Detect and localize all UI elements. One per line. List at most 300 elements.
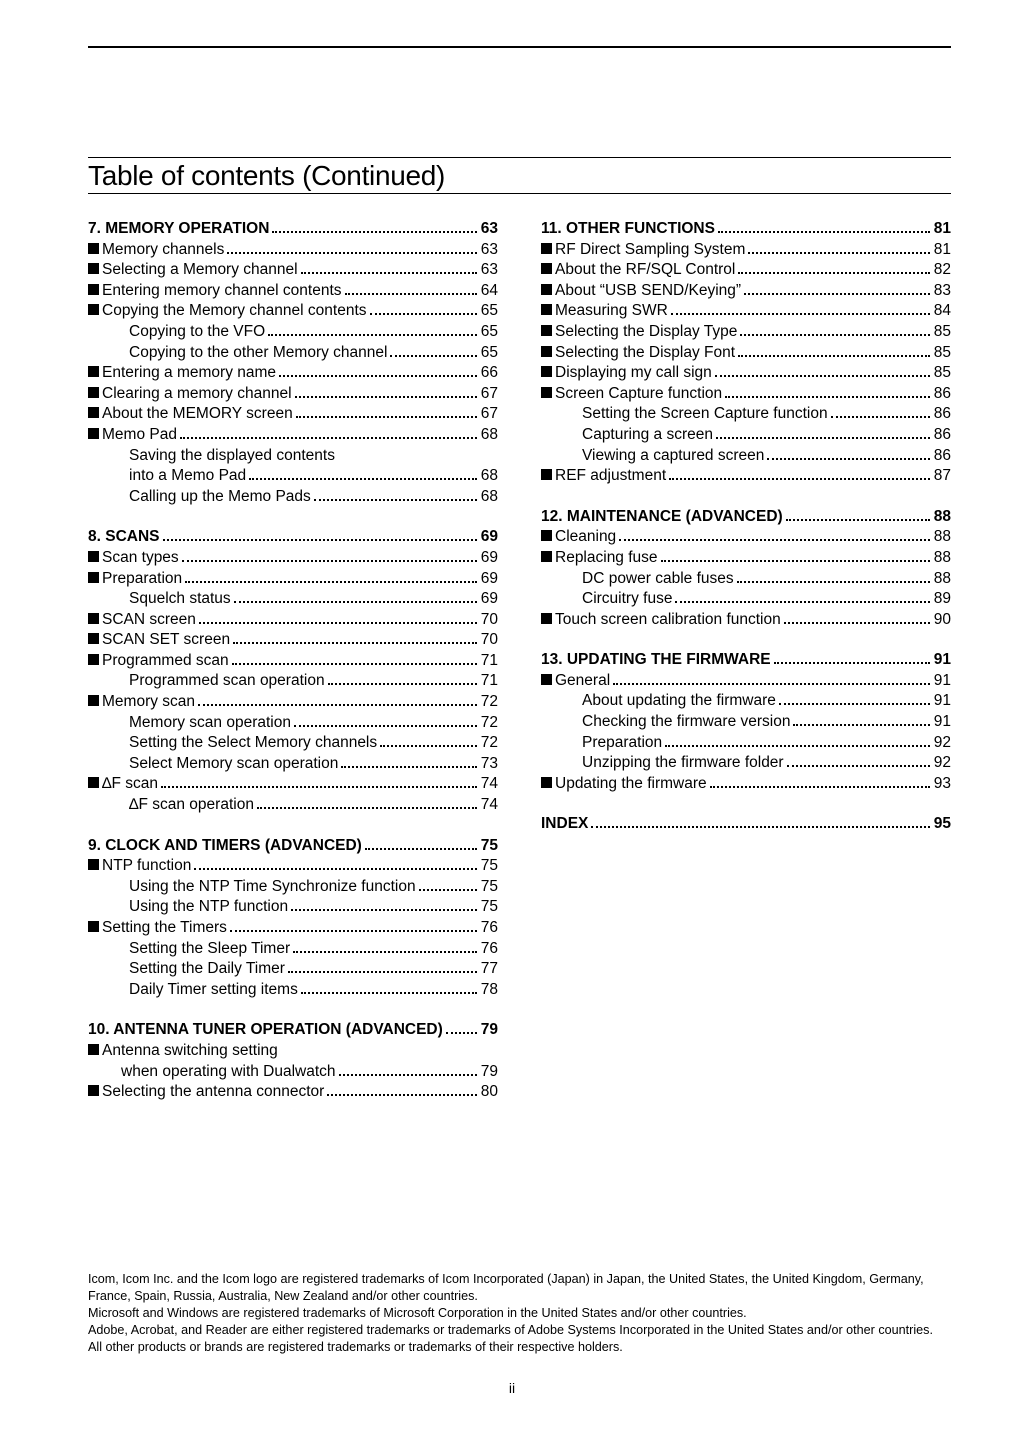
- toc-entry-label: [88, 630, 230, 651]
- section-gap: [88, 816, 498, 836]
- toc-entry-text: NTP function: [102, 857, 192, 875]
- dot-leader: [268, 334, 477, 336]
- toc-page-number: 67: [480, 384, 498, 402]
- dot-leader: [272, 231, 477, 233]
- toc-entry-label: [541, 527, 616, 548]
- toc-entry-label: [88, 281, 342, 302]
- toc-entry[interactable]: [88, 795, 498, 816]
- title-block: [88, 157, 951, 194]
- dot-leader: [671, 313, 930, 315]
- toc-entry-label: [541, 569, 734, 590]
- toc-entry[interactable]: [88, 301, 498, 322]
- toc-page-number: 69: [480, 548, 498, 566]
- toc-section-heading[interactable]: [88, 1020, 498, 1041]
- toc-entry[interactable]: [541, 569, 951, 590]
- toc-entry-label: [88, 446, 335, 467]
- trademark-line: All other products or brands are registered trademarks or trademarks of their respective holders.: [88, 1340, 623, 1354]
- toc-page-number: 83: [933, 281, 951, 299]
- toc-entry[interactable]: [541, 363, 951, 384]
- dot-leader: [232, 663, 477, 665]
- toc-page-number: 90: [933, 610, 951, 628]
- dot-leader: [230, 930, 477, 932]
- toc-entry[interactable]: [541, 589, 951, 610]
- toc-entry[interactable]: [88, 322, 498, 343]
- toc-entry-text: Programmed scan: [102, 651, 229, 669]
- square-bullet-icon: [541, 304, 552, 315]
- toc-entry-text: Saving the displayed contents: [129, 446, 335, 464]
- toc-page-number: 74: [480, 775, 498, 793]
- dot-leader: [786, 519, 930, 521]
- toc-left-column: [88, 219, 498, 1103]
- dot-leader: [185, 581, 477, 583]
- toc-entry-label: [88, 754, 338, 775]
- toc-entry-text: General: [555, 671, 611, 689]
- toc-page-number: 76: [480, 939, 498, 957]
- toc-entry-label: [88, 301, 367, 322]
- toc-entry-text: Preparation: [102, 569, 183, 587]
- page-number: ii: [508, 1380, 516, 1396]
- toc-entry-label: [88, 384, 292, 405]
- toc-page-number: 72: [480, 693, 498, 711]
- toc-entry[interactable]: [88, 446, 498, 467]
- toc-entry[interactable]: [88, 281, 498, 302]
- toc-entry[interactable]: [541, 240, 951, 261]
- dot-leader: [314, 499, 477, 501]
- dot-leader: [661, 560, 930, 562]
- toc-entry[interactable]: [541, 671, 951, 692]
- dot-leader: [194, 868, 477, 870]
- toc-entry-text: Programmed scan operation: [129, 672, 325, 690]
- toc-entry[interactable]: [541, 774, 951, 795]
- toc-page-number: 68: [480, 487, 498, 505]
- toc-entry-text: Copying to the other Memory channel: [129, 343, 388, 361]
- toc-entry[interactable]: [88, 548, 498, 569]
- toc-entry[interactable]: [541, 712, 951, 733]
- dot-leader: [715, 375, 930, 377]
- toc-entry[interactable]: [88, 630, 498, 651]
- dot-leader: [793, 724, 930, 726]
- toc-entry[interactable]: [541, 343, 951, 364]
- dot-leader: [613, 683, 930, 685]
- square-bullet-icon: [541, 284, 552, 295]
- dot-leader: [279, 375, 477, 377]
- toc-page-number: 70: [480, 610, 498, 628]
- dot-leader: [182, 560, 477, 562]
- toc-entry-label: [541, 301, 668, 322]
- toc-entry-text: Selecting the Display Type: [555, 322, 738, 340]
- dot-leader: [370, 313, 477, 315]
- toc-page-number: 74: [480, 796, 498, 814]
- dot-leader: [740, 334, 930, 336]
- dot-leader: [738, 272, 930, 274]
- square-bullet-icon: [88, 695, 99, 706]
- toc-entry[interactable]: [88, 671, 498, 692]
- toc-page-number: 85: [933, 364, 951, 382]
- toc-entry[interactable]: [541, 404, 951, 425]
- dot-leader: [669, 478, 930, 480]
- toc-entry-label: [88, 733, 377, 754]
- dot-leader: [725, 396, 930, 398]
- square-bullet-icon: [88, 263, 99, 274]
- toc-entry[interactable]: [88, 692, 498, 713]
- dot-leader: [327, 1094, 477, 1096]
- toc-page-number: 71: [480, 651, 498, 669]
- square-bullet-icon: [88, 387, 99, 398]
- toc-entry[interactable]: [88, 733, 498, 754]
- toc-entry-label: [541, 671, 610, 692]
- toc-page-number: 80: [480, 1083, 498, 1101]
- toc-page-number: 64: [480, 281, 498, 299]
- toc-entry-label: [88, 877, 416, 898]
- toc-entry[interactable]: [541, 733, 951, 754]
- toc-entry-text: Unzipping the firmware folder: [582, 754, 784, 772]
- square-bullet-icon: [541, 346, 552, 357]
- toc-entry-text: REF adjustment: [555, 467, 667, 485]
- toc-page-number: 91: [933, 651, 951, 669]
- toc-entry[interactable]: [541, 301, 951, 322]
- toc-entry[interactable]: [88, 404, 498, 425]
- dot-leader: [301, 992, 477, 994]
- toc-section-heading[interactable]: [541, 507, 951, 528]
- dot-leader: [288, 971, 477, 973]
- toc-entry[interactable]: [88, 959, 498, 980]
- toc-entry-text: ∆F scan: [102, 775, 158, 793]
- toc-entry[interactable]: [88, 774, 498, 795]
- dot-leader: [163, 539, 478, 541]
- toc-page-number: 63: [480, 220, 498, 237]
- square-bullet-icon: [88, 859, 99, 870]
- square-bullet-icon: [88, 428, 99, 439]
- toc-entry[interactable]: [541, 691, 951, 712]
- toc-entry-text: Clearing a memory channel: [102, 384, 292, 402]
- toc-entry-text: Selecting the antenna connector: [102, 1083, 325, 1101]
- toc-entry-text: Entering memory channel contents: [102, 281, 342, 299]
- toc-entry-label: [88, 466, 246, 487]
- toc-page-number: 88: [933, 548, 951, 566]
- toc-entry-text: Setting the Select Memory channels: [129, 734, 378, 752]
- toc-entry-label: [541, 322, 737, 343]
- toc-entry-text: Setting the Sleep Timer: [129, 939, 291, 957]
- toc-entry[interactable]: [541, 281, 951, 302]
- square-bullet-icon: [88, 633, 99, 644]
- toc-entry-text: Entering a memory name: [102, 364, 277, 382]
- toc-page-number: 86: [933, 425, 951, 443]
- toc-entry-label: [88, 322, 265, 343]
- toc-page-number: 66: [480, 364, 498, 382]
- toc-entry-text: Squelch status: [129, 590, 231, 608]
- toc-page-number: 88: [933, 507, 951, 525]
- toc-entry[interactable]: [88, 856, 498, 877]
- toc-entry-label: [541, 733, 662, 754]
- toc-page-number: 68: [480, 467, 498, 485]
- toc-entry[interactable]: [88, 589, 498, 610]
- page-title: Table of contents (Continued): [88, 160, 446, 191]
- toc-page-number: 91: [933, 671, 951, 689]
- toc-page-number: 86: [933, 384, 951, 402]
- toc-page-number: 95: [933, 815, 951, 833]
- dot-leader: [180, 437, 477, 439]
- toc-entry-label: [88, 260, 298, 281]
- dot-leader: [779, 703, 930, 705]
- square-bullet-icon: [88, 1044, 99, 1055]
- toc-entry-label: [88, 774, 158, 795]
- dot-leader: [774, 662, 930, 664]
- toc-entry[interactable]: [88, 260, 498, 281]
- dot-leader: [748, 252, 930, 254]
- square-bullet-icon: [541, 387, 552, 398]
- dot-leader: [198, 704, 477, 706]
- section-gap: [541, 630, 951, 650]
- toc-page-number: 72: [480, 713, 498, 731]
- toc-entry-label: [88, 363, 276, 384]
- toc-page-number: 91: [933, 713, 951, 731]
- square-bullet-icon: [541, 263, 552, 274]
- square-bullet-icon: [88, 407, 99, 418]
- toc-page-number: 70: [480, 631, 498, 649]
- toc-entry-text: Copying the Memory channel contents: [102, 302, 367, 320]
- toc-page-number: 69: [480, 528, 498, 546]
- toc-entry-text: Daily Timer setting items: [129, 980, 298, 998]
- toc-entry[interactable]: [541, 753, 951, 774]
- toc-entry-text: Scan types: [102, 548, 179, 566]
- toc-entry-text: 13. UPDATING THE FIRMWARE: [541, 651, 771, 669]
- toc-entry-label: [541, 343, 735, 364]
- toc-entry-label: [541, 507, 783, 528]
- toc-page-number: 65: [480, 322, 498, 340]
- toc-entry-text: About the MEMORY screen: [102, 405, 293, 423]
- toc-entry-text: RF Direct Sampling System: [555, 240, 746, 258]
- square-bullet-icon: [88, 1085, 99, 1096]
- dot-leader: [339, 1074, 477, 1076]
- toc-page-number: 63: [480, 240, 498, 258]
- toc-entry-label: [88, 343, 387, 364]
- square-bullet-icon: [541, 777, 552, 788]
- toc-page-number: 85: [933, 343, 951, 361]
- toc-entry-label: [88, 219, 269, 240]
- toc-page-number: 91: [933, 692, 951, 710]
- dot-leader: [328, 683, 477, 685]
- toc-entry-text: Capturing a screen: [582, 425, 713, 443]
- dot-leader: [716, 437, 930, 439]
- section-gap: [88, 507, 498, 527]
- toc-entry-label: [541, 425, 713, 446]
- toc-entry[interactable]: [88, 240, 498, 261]
- toc-entry-label: [541, 650, 771, 671]
- toc-entry-text: Replacing fuse: [555, 548, 658, 566]
- section-gap: [541, 794, 951, 814]
- toc-page-number: 79: [480, 1021, 498, 1039]
- toc-entry-text: Measuring SWR: [555, 302, 668, 320]
- toc-page-number: 75: [480, 836, 498, 854]
- toc-entry-text: SCAN SET screen: [102, 631, 231, 649]
- toc-entry[interactable]: [541, 260, 951, 281]
- section-gap: [541, 487, 951, 507]
- toc-page-number: 65: [480, 343, 498, 361]
- toc-entry-label: [88, 1062, 336, 1083]
- toc-entry-label: [88, 589, 231, 610]
- dot-leader: [249, 478, 477, 480]
- toc-entry-label: [88, 651, 229, 672]
- toc-entry-text: into a Memo Pad: [129, 467, 247, 485]
- toc-section-heading[interactable]: [541, 814, 951, 835]
- toc-entry[interactable]: [88, 754, 498, 775]
- toc-page-number: 63: [480, 261, 498, 279]
- toc-entry-label: [88, 713, 291, 734]
- toc-entry-label: [541, 712, 790, 733]
- dot-leader: [293, 951, 477, 953]
- toc-entry-text: Circuitry fuse: [582, 590, 673, 608]
- toc-entry[interactable]: [88, 425, 498, 446]
- toc-entry[interactable]: [88, 466, 498, 487]
- toc-entry[interactable]: [88, 569, 498, 590]
- dot-leader: [675, 601, 930, 603]
- toc-page-number: 68: [480, 425, 498, 443]
- toc-entry[interactable]: [88, 980, 498, 1001]
- toc-entry-text: Selecting the Display Font: [555, 343, 736, 361]
- toc-page-number: 93: [933, 774, 951, 792]
- toc-entry-text: Copying to the VFO: [129, 322, 266, 340]
- toc-page-number: 71: [480, 672, 498, 690]
- toc-entry-text: Memory channels: [102, 240, 225, 258]
- toc-entry-label: [541, 610, 781, 631]
- toc-entry[interactable]: [541, 322, 951, 343]
- toc-page-number: 88: [933, 528, 951, 546]
- toc-page-number: 75: [480, 877, 498, 895]
- toc-entry-text: Setting the Daily Timer: [129, 960, 285, 978]
- toc-entry-text: Displaying my call sign: [555, 364, 712, 382]
- toc-section-heading[interactable]: [541, 219, 951, 240]
- toc-page-number: 81: [933, 220, 951, 237]
- toc-entry-label: [541, 691, 776, 712]
- toc-page-number: 86: [933, 446, 951, 464]
- toc-entry[interactable]: [541, 446, 951, 467]
- toc-entry-text: Memo Pad: [102, 425, 177, 443]
- toc-entry-label: [541, 240, 745, 261]
- toc-page-number: 92: [933, 733, 951, 751]
- toc-entry-label: [88, 795, 254, 816]
- square-bullet-icon: [88, 284, 99, 295]
- toc-entry[interactable]: [88, 487, 498, 508]
- toc-entry[interactable]: [88, 939, 498, 960]
- toc-entry-text: 9. CLOCK AND TIMERS (ADVANCED): [88, 836, 362, 854]
- toc-page-number: 75: [480, 857, 498, 875]
- toc-page-number: 76: [480, 919, 498, 936]
- trademark-line: Icom, Icom Inc. and the Icom logo are registered trademarks of Icom Incorporated (Japan) in Japan, the United States, the United Kingdom, Germany, France, Spain, Russia, Australia, New Zealand and/or other countries.: [88, 1272, 924, 1303]
- toc-entry-text: 7. MEMORY OPERATION: [88, 220, 270, 237]
- toc-entry[interactable]: [88, 918, 498, 939]
- toc-entry-label: [88, 569, 182, 590]
- toc-section-heading[interactable]: [88, 527, 498, 548]
- dot-leader: [365, 848, 477, 850]
- toc-entry[interactable]: [88, 651, 498, 672]
- toc-entry[interactable]: [541, 527, 951, 548]
- toc-entry-text: Memory scan operation: [129, 713, 291, 731]
- toc-entry[interactable]: [88, 610, 498, 631]
- toc-entry-label: [88, 610, 196, 631]
- dot-leader: [161, 786, 477, 788]
- toc-entry[interactable]: [88, 343, 498, 364]
- dot-leader: [227, 252, 477, 254]
- top-rule: [88, 46, 951, 48]
- toc-entry[interactable]: [88, 384, 498, 405]
- toc-entry-label: [541, 260, 735, 281]
- toc-entry[interactable]: [88, 897, 498, 918]
- toc-section-heading[interactable]: [88, 219, 498, 240]
- dot-leader: [787, 765, 930, 767]
- toc-page-number: 67: [480, 405, 498, 423]
- toc-entry-text: Preparation: [582, 733, 663, 751]
- dot-leader: [591, 826, 930, 828]
- toc-page-number: 77: [480, 960, 498, 978]
- dot-leader: [257, 807, 477, 809]
- toc-entry[interactable]: [88, 1041, 498, 1062]
- dot-leader: [294, 725, 477, 727]
- toc-entry-text: Screen Capture function: [555, 384, 723, 402]
- toc-entry-text: Select Memory scan operation: [129, 754, 339, 772]
- section-gap: [88, 1000, 498, 1020]
- square-bullet-icon: [88, 613, 99, 624]
- square-bullet-icon: [88, 304, 99, 315]
- dot-leader: [665, 745, 930, 747]
- square-bullet-icon: [88, 921, 99, 932]
- toc-entry[interactable]: [541, 384, 951, 405]
- toc-right-column: [541, 219, 951, 835]
- toc-entry-label: [88, 1082, 324, 1103]
- toc-page-number: 92: [933, 754, 951, 772]
- dot-leader: [710, 786, 930, 788]
- toc-entry-text: About “USB SEND/Keying”: [555, 281, 742, 299]
- square-bullet-icon: [541, 551, 552, 562]
- toc-entry-label: [88, 425, 177, 446]
- toc-section-heading[interactable]: [541, 650, 951, 671]
- toc-entry-label: [541, 446, 764, 467]
- toc-entry-label: [88, 1041, 278, 1062]
- toc-entry-label: [541, 219, 715, 240]
- toc-entry-label: [541, 589, 672, 610]
- dot-leader: [296, 416, 477, 418]
- toc-entry[interactable]: [88, 877, 498, 898]
- toc-entry[interactable]: [541, 548, 951, 569]
- toc-entry-text: 11. OTHER FUNCTIONS: [541, 220, 715, 237]
- dot-leader: [446, 1032, 477, 1034]
- toc-entry-label: [88, 939, 290, 960]
- toc-entry[interactable]: [88, 1082, 498, 1103]
- toc-entry-label: [88, 836, 362, 857]
- square-bullet-icon: [541, 530, 552, 541]
- toc-entry[interactable]: [541, 466, 951, 487]
- toc-entry-label: [88, 487, 311, 508]
- toc-section-heading[interactable]: [88, 836, 498, 857]
- square-bullet-icon: [88, 777, 99, 788]
- toc-entry-text: Using the NTP function: [129, 898, 289, 916]
- toc-entry[interactable]: [88, 363, 498, 384]
- toc-entry[interactable]: [88, 713, 498, 734]
- toc-entry[interactable]: [541, 610, 951, 631]
- toc-entry-label: [88, 918, 227, 939]
- toc-entry-label: [88, 856, 191, 877]
- toc-entry[interactable]: [88, 1062, 498, 1083]
- toc-page-number: 81: [933, 240, 951, 258]
- toc-page-number: 87: [933, 467, 951, 485]
- toc-page-number: 73: [480, 754, 498, 772]
- toc-entry-text: when operating with Dualwatch: [121, 1062, 336, 1080]
- toc-page-number: 79: [480, 1062, 498, 1080]
- square-bullet-icon: [541, 674, 552, 685]
- square-bullet-icon: [541, 325, 552, 336]
- toc-entry[interactable]: [541, 425, 951, 446]
- trademark-line: Adobe, Acrobat, and Reader are either registered trademarks or trademarks of Adobe Systems Incorporated in the United States and/or other countries.: [88, 1323, 933, 1337]
- toc-entry-text: 8. SCANS: [88, 528, 160, 546]
